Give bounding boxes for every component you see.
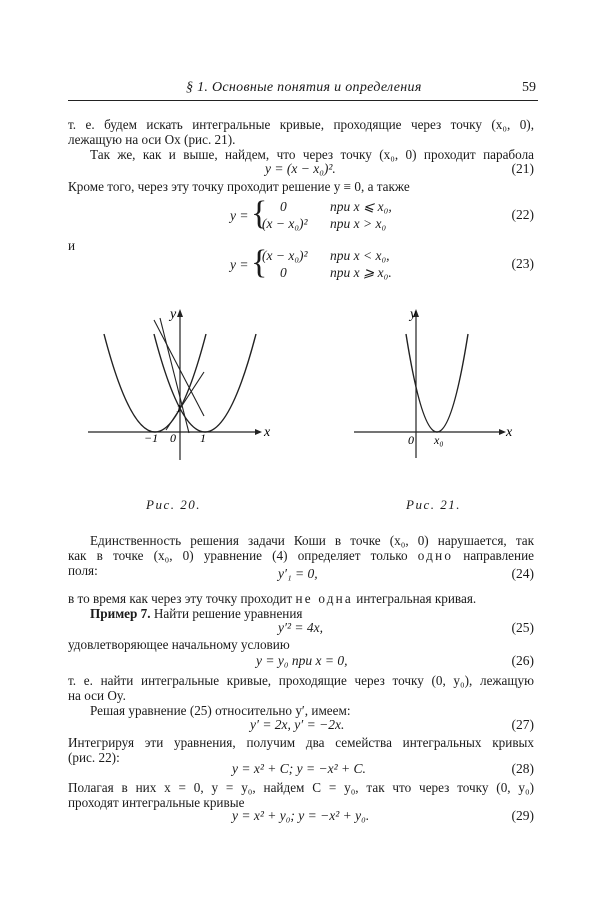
fig21-x-arrow xyxy=(499,429,506,435)
figure-21 xyxy=(350,300,530,460)
para5-line1: удовлетворяющее начальному условию xyxy=(68,637,290,652)
para8-line1: Полагая в них x = 0, y = y₀, найдем C = y₀, так что через точку (0, y₀) xyxy=(68,780,534,795)
para4-line1 xyxy=(68,591,534,607)
fig21-label-x: x xyxy=(506,425,513,440)
eq22-row2-condition: при x > x₀ xyxy=(330,216,387,231)
para3-emphasis-one: одно xyxy=(417,548,454,563)
eq23-row2-condition: при x ⩾ x₀. xyxy=(330,265,392,280)
fig20-tangent-line-a xyxy=(160,318,189,433)
equation-25: y′² = 4x, xyxy=(278,620,323,635)
para4-line1-text-c: интегральная кривая. xyxy=(352,591,477,606)
page-number: 59 xyxy=(522,80,536,95)
figure-21-caption: Рис. 21. xyxy=(406,497,461,512)
equation-24: y′₁ = 0, xyxy=(278,566,318,581)
fig21-label-zero: 0 xyxy=(408,433,414,447)
fig21-parabola xyxy=(406,334,468,432)
para1-line1: т. е. будем искать интегральные кривые, проходящие через точку (x₀, 0), xyxy=(68,117,534,132)
equation-28-number: (28) xyxy=(511,761,534,776)
para3-line2 xyxy=(68,548,534,564)
equation-24-number: (24) xyxy=(511,566,534,581)
fig20-parabola-left xyxy=(104,334,206,432)
fig20-label-y: y xyxy=(170,307,177,322)
para7-line2: (рис. 22): xyxy=(68,750,120,765)
section-title: § 1. Основные понятия и определения xyxy=(186,80,422,95)
para3-line2-text-c: направление xyxy=(453,548,534,563)
para6-line3: Решая уравнение (25) относительно y′, имеем: xyxy=(90,703,351,718)
eq22-row2-value: (x − x₀)² xyxy=(262,216,308,231)
para4-emphasis-not-one: не одна xyxy=(295,591,353,606)
eq23-brace: { xyxy=(251,244,268,281)
para2-line1: Кроме того, через эту точку проходит решение y ≡ 0, а также xyxy=(68,179,410,194)
running-header xyxy=(68,80,538,101)
fig20-label-one: 1 xyxy=(200,431,206,445)
para6-line1: т. е. найти интегральные кривые, проходящие через точку (0, y₀), лежащую xyxy=(68,673,534,688)
equation-29-number: (29) xyxy=(511,808,534,823)
fig20-label-one-y: 1 xyxy=(176,403,182,415)
equation-29: y = x² + y₀; y = −x² + y₀. xyxy=(232,808,370,823)
para3-line3: поля: xyxy=(68,563,98,578)
para6-line2: на оси Oy. xyxy=(68,688,126,703)
example-7-label: Пример 7. xyxy=(90,606,151,621)
para1-line2: лежащую на оси Ox (рис. 21). xyxy=(68,132,236,147)
fig20-label-minus-one: −1 xyxy=(144,431,159,445)
para8-line2: проходят интегральные кривые xyxy=(68,795,245,810)
eq23-row2-value: 0 xyxy=(280,265,287,280)
eq22-brace: { xyxy=(251,195,268,232)
para3-line1: Единственность решения задачи Коши в точке (x₀, 0) нарушается, так xyxy=(90,533,534,548)
eq22-row1-value: 0 xyxy=(280,199,287,214)
equation-27-number: (27) xyxy=(511,717,534,732)
equation-26-number: (26) xyxy=(511,653,534,668)
eq22-row1-condition: при x ⩽ x₀, xyxy=(330,199,392,214)
eq23-lhs: y = xyxy=(230,257,249,272)
equation-22-number: (22) xyxy=(511,207,534,222)
equation-21: y = (x − x₀)². xyxy=(265,161,336,176)
figure-20 xyxy=(84,300,284,465)
fig20-x-arrow xyxy=(255,429,262,435)
fig20-y-arrow xyxy=(177,309,183,317)
equation-26: y = y₀ при x = 0, xyxy=(256,653,348,668)
eq23-row1-value: (x − x₀)² xyxy=(262,248,308,263)
fig20-label-zero: 0 xyxy=(170,431,176,445)
fig21-label-y: y xyxy=(410,307,417,322)
conjunction-and: и xyxy=(68,238,76,253)
para1-line3: Так же, как и выше, найдем, что через точку (x₀, 0) проходит парабола xyxy=(90,147,534,162)
equation-21-number: (21) xyxy=(511,161,534,176)
equation-28: y = x² + C; y = −x² + C. xyxy=(232,761,366,776)
eq23-row1-condition: при x < x₀, xyxy=(330,248,390,263)
example-7-text: Найти решение уравнения xyxy=(150,606,303,621)
figure-20-caption: Рис. 20. xyxy=(146,497,201,512)
para7-line1: Интегрируя эти уравнения, получим два семейства интегральных кривых xyxy=(68,735,534,750)
equation-23-number: (23) xyxy=(511,256,534,271)
fig21-label-x0: x₀ xyxy=(434,433,444,447)
para3-line2-text-a: как в точке (x₀, 0) уравнение (4) определяет только xyxy=(68,548,418,563)
fig20-label-x: x xyxy=(264,425,271,440)
para4-line1-text-a: в то время как через эту точку проходит xyxy=(68,591,296,606)
equation-25-number: (25) xyxy=(511,620,534,635)
eq22-lhs: y = xyxy=(230,208,249,223)
equation-27: y′ = 2x, y′ = −2x. xyxy=(250,717,345,732)
